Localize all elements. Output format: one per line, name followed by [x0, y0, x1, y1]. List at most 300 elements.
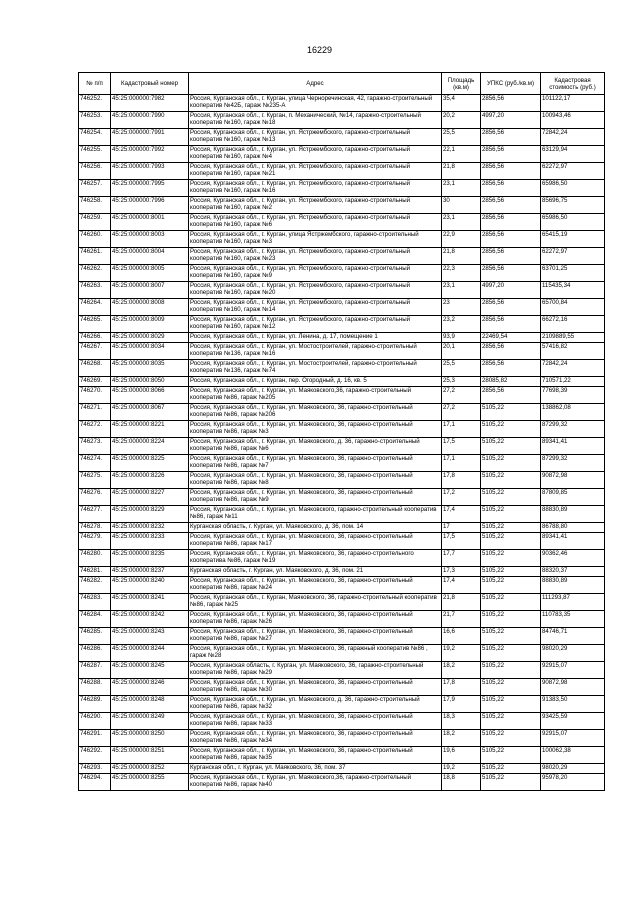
address-cell: Россия, Курганская обл., г. Курган, улица Черноречинская, 42, гаражно-строительный кооператив №42Б, гараж №235-А — [189, 95, 442, 112]
address-cell: Россия, Курганская обл., г. Курган, ул. Ястржембского, гаражно-строительный кооператив №160, гараж №21 — [189, 163, 442, 180]
address-cell: Россия, Курганская обл., г. Курган, ул. Маяковского, 36, гаражно-строительный кооператив №86, гараж №34 — [189, 730, 442, 747]
table-row — [79, 112, 605, 129]
cadastral-number-cell: 45:25:000000:8226 — [111, 472, 189, 489]
cadastral-cost-cell: 66272,16 — [541, 316, 605, 333]
area-cell: 17,8 — [442, 679, 481, 696]
upks-cell: 2856,56 — [481, 214, 541, 231]
header-address: Адрес — [189, 73, 442, 95]
cadastral-cost-cell: 98020,29 — [541, 645, 605, 662]
upks-cell: 5105,22 — [481, 404, 541, 421]
table-row — [79, 265, 605, 282]
address-cell: Россия, Курганская обл., г. Курган, ул. Маяковского, 36, гаражно-строительный кооператив №86, гараж №8 — [189, 472, 442, 489]
row-number-cell: 746256. — [79, 163, 111, 180]
address-cell: Россия, Курганская обл., г. Курган, ул. Маяковского, д. 36, гаражно-строительный кооператив №86, гараж №32 — [189, 696, 442, 713]
page-number: 16229 — [306, 45, 333, 55]
area-cell: 18,3 — [442, 713, 481, 730]
address-cell: Россия, Курганская обл., г. Курган, ул. Маяковского, гаражно-строительный кооператив №86, гараж №11 — [189, 506, 442, 523]
cadastral-number-cell: 45:25:000000:7996 — [111, 197, 189, 214]
area-cell: 17,7 — [442, 550, 481, 567]
row-number-cell: 746285. — [79, 628, 111, 645]
area-cell: 22,9 — [442, 231, 481, 248]
cadastral-cost-cell: 72842,24 — [541, 360, 605, 377]
address-cell: Россия, Курганская обл., г. Курган, ул. Маяковского, 36, гаражно-строительный кооператив №86, гараж №33 — [189, 713, 442, 730]
cadastral-cost-cell: 95978,20 — [541, 774, 605, 791]
table-row — [79, 421, 605, 438]
table-row — [79, 611, 605, 628]
address-cell: Россия, Курганская обл., г. Курган, ул. Маяковского, 36, гаражно-строительный кооператив №86, гараж №17 — [189, 533, 442, 550]
row-number-cell: 746290. — [79, 713, 111, 730]
upks-cell: 4997,20 — [481, 112, 541, 129]
cadastral-number-cell: 45:25:000000:8221 — [111, 421, 189, 438]
table-row — [79, 628, 605, 645]
area-cell: 17,9 — [442, 696, 481, 713]
cadastral-number-cell: 45:25:000000:7982 — [111, 95, 189, 112]
upks-cell: 5105,22 — [481, 421, 541, 438]
row-number-cell: 746264. — [79, 299, 111, 316]
table-row — [79, 764, 605, 774]
address-cell: Россия, Курганская обл., г. Курган, ул. Ястржембского, гаражно-строительный кооператив №160, гараж №16 — [189, 180, 442, 197]
table-row — [79, 455, 605, 472]
area-cell: 17 — [442, 523, 481, 533]
cadastral-cost-cell: 88830,89 — [541, 577, 605, 594]
cadastral-cost-cell: 91383,50 — [541, 696, 605, 713]
area-cell: 19,2 — [442, 764, 481, 774]
table-row — [79, 679, 605, 696]
row-number-cell: 746265. — [79, 316, 111, 333]
cadastral-cost-cell: 89341,41 — [541, 533, 605, 550]
table-row — [79, 550, 605, 567]
row-number-cell: 746291. — [79, 730, 111, 747]
cadastral-number-cell: 45:25:000000:8035 — [111, 360, 189, 377]
row-number-cell: 746255. — [79, 146, 111, 163]
table-row — [79, 730, 605, 747]
cadastral-number-cell: 45:25:000000:8227 — [111, 489, 189, 506]
cadastral-cost-cell: 92915,07 — [541, 730, 605, 747]
table-row — [79, 696, 605, 713]
address-cell: Россия, Курганская обл., г. Курган, ул. Ястржембского, гаражно-строительный кооператив №160, гараж №6 — [189, 214, 442, 231]
table-row — [79, 747, 605, 764]
row-number-cell: 746254. — [79, 129, 111, 146]
cadastral-cost-cell: 86788,80 — [541, 523, 605, 533]
cadastral-cost-cell: 90872,98 — [541, 679, 605, 696]
area-cell: 17,8 — [442, 472, 481, 489]
row-number-cell: 746287. — [79, 662, 111, 679]
header-upks: УПКС (руб./кв.м) — [481, 73, 541, 95]
table-row — [79, 197, 605, 214]
table-row — [79, 594, 605, 611]
upks-cell: 2856,56 — [481, 360, 541, 377]
cadastral-number-cell: 45:25:000000:8001 — [111, 214, 189, 231]
area-cell: 20,2 — [442, 112, 481, 129]
address-cell: Россия, Курганская обл., г. Курган, ул. Ястржембского, гаражно-строительный кооператив №160, гараж №20 — [189, 282, 442, 299]
address-cell: Курганская область, г. Курган, ул. Маяковского, д. 36, пом. 21 — [189, 567, 442, 577]
cadastral-value-table — [78, 72, 605, 791]
table-row — [79, 299, 605, 316]
address-cell: Россия, Курганская обл., г. Курган, ул. Ястржембского, гаражно-строительный кооператив №160, гараж №13 — [189, 129, 442, 146]
table-row — [79, 472, 605, 489]
cadastral-cost-cell: 100062,38 — [541, 747, 605, 764]
upks-cell: 5105,22 — [481, 455, 541, 472]
table-row — [79, 713, 605, 730]
area-cell: 17,4 — [442, 506, 481, 523]
address-cell: Россия, Курганская обл., г. Курган, ул. Ястржембского, гаражно-строительный кооператив №160, гараж №2 — [189, 197, 442, 214]
table-row — [79, 231, 605, 248]
table-row — [79, 438, 605, 455]
cadastral-number-cell: 45:25:000000:8224 — [111, 438, 189, 455]
table-row — [79, 129, 605, 146]
row-number-cell: 746271. — [79, 404, 111, 421]
upks-cell: 5105,22 — [481, 523, 541, 533]
upks-cell: 5105,22 — [481, 550, 541, 567]
area-cell: 21,8 — [442, 163, 481, 180]
table-row — [79, 316, 605, 333]
row-number-cell: 746269. — [79, 377, 111, 387]
address-cell: Россия, Курганская обл., г. Курган, ул. Маяковского, 36, гаражно-строительный кооператив №86, гараж №9 — [189, 489, 442, 506]
address-cell: Россия, Курганская обл., г. Курган, ул. Маяковского, 36, гаражно-строительный кооператив №86, гараж №27 — [189, 628, 442, 645]
upks-cell: 5105,22 — [481, 567, 541, 577]
address-cell: Россия, Курганская обл., г. Курган, ул. Маяковского, 36, гаражно-строительный кооператив №86, гараж №30 — [189, 679, 442, 696]
cadastral-number-cell: 45:25:000000:8252 — [111, 764, 189, 774]
cadastral-number-cell: 45:25:000000:7992 — [111, 146, 189, 163]
upks-cell: 5105,22 — [481, 489, 541, 506]
area-cell: 18,8 — [442, 774, 481, 791]
cadastral-number-cell: 45:25:000000:8243 — [111, 628, 189, 645]
cadastral-cost-cell: 65700,84 — [541, 299, 605, 316]
cadastral-cost-cell: 88830,89 — [541, 506, 605, 523]
cadastral-number-cell: 45:25:000000:8233 — [111, 533, 189, 550]
header-cadastral-number: Кадастровый номер — [111, 73, 189, 95]
upks-cell: 5105,22 — [481, 533, 541, 550]
area-cell: 17,2 — [442, 489, 481, 506]
cadastral-number-cell: 45:25:000000:8225 — [111, 455, 189, 472]
cadastral-number-cell: 45:25:000000:8240 — [111, 577, 189, 594]
area-cell: 16,6 — [442, 628, 481, 645]
cadastral-number-cell: 45:25:000000:8008 — [111, 299, 189, 316]
area-cell: 18,2 — [442, 662, 481, 679]
upks-cell: 22469,54 — [481, 333, 541, 343]
cadastral-cost-cell: 72842,24 — [541, 129, 605, 146]
table-row — [79, 662, 605, 679]
upks-cell: 5105,22 — [481, 713, 541, 730]
address-cell: Россия, Курганская обл., г. Курган, ул. Маяковского, 36, гаражный кооператив №86 , гараж №28 — [189, 645, 442, 662]
upks-cell: 5105,22 — [481, 774, 541, 791]
upks-cell: 2856,56 — [481, 163, 541, 180]
table-row — [79, 387, 605, 404]
cadastral-number-cell: 45:25:000000:8003 — [111, 231, 189, 248]
table-row — [79, 577, 605, 594]
cadastral-cost-cell: 92915,07 — [541, 662, 605, 679]
upks-cell: 5105,22 — [481, 506, 541, 523]
cadastral-cost-cell: 87299,32 — [541, 455, 605, 472]
cadastral-number-cell: 45:25:000000:8232 — [111, 523, 189, 533]
area-cell: 93,9 — [442, 333, 481, 343]
area-cell: 17,4 — [442, 577, 481, 594]
table-row — [79, 95, 605, 112]
table-row — [79, 180, 605, 197]
upks-cell: 5105,22 — [481, 679, 541, 696]
table-row — [79, 533, 605, 550]
cadastral-cost-cell: 63701,25 — [541, 265, 605, 282]
row-number-cell: 746257. — [79, 180, 111, 197]
table-header-row — [79, 73, 605, 95]
row-number-cell: 746273. — [79, 438, 111, 455]
header-cadastral-cost: Кадастровая стоимость (руб.) — [541, 73, 605, 95]
cadastral-cost-cell: 111293,87 — [541, 594, 605, 611]
cadastral-cost-cell: 77698,39 — [541, 387, 605, 404]
cadastral-cost-cell: 710571,22 — [541, 377, 605, 387]
upks-cell: 2856,56 — [481, 316, 541, 333]
cadastral-number-cell: 45:25:000000:8004 — [111, 248, 189, 265]
row-number-cell: 746266. — [79, 333, 111, 343]
address-cell: Россия, Курганская обл., г. Курган, ул. Ястржембского, гаражно-строительный кооператив №160, гараж №12 — [189, 316, 442, 333]
row-number-cell: 746270. — [79, 387, 111, 404]
table-row — [79, 404, 605, 421]
area-cell: 25,5 — [442, 360, 481, 377]
area-cell: 23 — [442, 299, 481, 316]
table-body — [79, 95, 605, 791]
cadastral-number-cell: 45:25:000000:7995 — [111, 180, 189, 197]
upks-cell: 5105,22 — [481, 645, 541, 662]
area-cell: 23,1 — [442, 282, 481, 299]
cadastral-number-cell: 45:25:000000:8249 — [111, 713, 189, 730]
row-number-cell: 746276. — [79, 489, 111, 506]
address-cell: Россия, Курганская обл., г. Курган, ул. Маяковского, 36, гаражно-строительный кооператив №86, гараж №206 — [189, 404, 442, 421]
cadastral-cost-cell: 65986,50 — [541, 180, 605, 197]
cadastral-cost-cell: 84746,71 — [541, 628, 605, 645]
address-cell: Россия, Курганская обл., г. Курган, ул. Ленина, д. 17, помещение 1 — [189, 333, 442, 343]
upks-cell: 5105,22 — [481, 747, 541, 764]
row-number-cell: 746274. — [79, 455, 111, 472]
cadastral-cost-cell: 90872,98 — [541, 472, 605, 489]
row-number-cell: 746282. — [79, 577, 111, 594]
table-row — [79, 489, 605, 506]
row-number-cell: 746258. — [79, 197, 111, 214]
row-number-cell: 746283. — [79, 594, 111, 611]
area-cell: 27,2 — [442, 387, 481, 404]
row-number-cell: 746281. — [79, 567, 111, 577]
row-number-cell: 746288. — [79, 679, 111, 696]
row-number-cell: 746268. — [79, 360, 111, 377]
header-area: Площадь (кв.м) — [442, 73, 481, 95]
address-cell: Россия, Курганская обл., г. Курган, ул. Маяковского, 36, гаражно-строительный кооператив №86, гараж №26 — [189, 611, 442, 628]
cadastral-cost-cell: 115435,34 — [541, 282, 605, 299]
area-cell: 18,2 — [442, 730, 481, 747]
row-number-cell: 746277. — [79, 506, 111, 523]
cadastral-number-cell: 45:25:000000:8066 — [111, 387, 189, 404]
address-cell: Курганская область, г. Курган, ул. Маяковского, д. 36, пом. 14 — [189, 523, 442, 533]
address-cell: Россия, Курганская обл., г. Курган, пер. Огородный, д. 16, кв. 5 — [189, 377, 442, 387]
cadastral-number-cell: 45:25:000000:8251 — [111, 747, 189, 764]
cadastral-number-cell: 45:25:000000:7993 — [111, 163, 189, 180]
address-cell: Россия, Курганская обл., г. Курган, ул. Мостостроителей, гаражно-строительный кооператив №136, гараж №16 — [189, 343, 442, 360]
cadastral-cost-cell: 65986,50 — [541, 214, 605, 231]
cadastral-cost-cell: 2109889,55 — [541, 333, 605, 343]
area-cell: 25,5 — [442, 129, 481, 146]
cadastral-number-cell: 45:25:000000:8034 — [111, 343, 189, 360]
table-row — [79, 774, 605, 791]
upks-cell: 2856,56 — [481, 180, 541, 197]
upks-cell: 2856,56 — [481, 146, 541, 163]
row-number-cell: 746272. — [79, 421, 111, 438]
area-cell: 27,2 — [442, 404, 481, 421]
header-number: № п/п — [79, 73, 111, 95]
row-number-cell: 746279. — [79, 533, 111, 550]
address-cell: Россия, Курганская обл., г. Курган, ул. Мостостроителей, гаражно-строительный кооператив №136, гараж №74 — [189, 360, 442, 377]
row-number-cell: 746289. — [79, 696, 111, 713]
upks-cell: 4997,20 — [481, 282, 541, 299]
cadastral-number-cell: 45:25:000000:8007 — [111, 282, 189, 299]
cadastral-cost-cell: 90362,46 — [541, 550, 605, 567]
area-cell: 17,5 — [442, 438, 481, 455]
row-number-cell: 746253. — [79, 112, 111, 129]
upks-cell: 5105,22 — [481, 628, 541, 645]
area-cell: 23,1 — [442, 214, 481, 231]
row-number-cell: 746260. — [79, 231, 111, 248]
row-number-cell: 746262. — [79, 265, 111, 282]
upks-cell: 2856,56 — [481, 343, 541, 360]
table-row — [79, 333, 605, 343]
address-cell: Россия, Курганская обл., г. Курган, ул. Маяковского, д. 36, гаражно-строительный кооператив №86, гараж №6 — [189, 438, 442, 455]
cadastral-number-cell: 45:25:000000:8255 — [111, 774, 189, 791]
table-row — [79, 360, 605, 377]
row-number-cell: 746278. — [79, 523, 111, 533]
cadastral-number-cell: 45:25:000000:8248 — [111, 696, 189, 713]
cadastral-cost-cell: 87299,32 — [541, 421, 605, 438]
row-number-cell: 746286. — [79, 645, 111, 662]
cadastral-number-cell: 45:25:000000:8009 — [111, 316, 189, 333]
cadastral-cost-cell: 138862,08 — [541, 404, 605, 421]
address-cell: Россия, Курганская обл., г. Курган, ул. Ястржембского, гаражно-строительный кооператив №160, гараж №23 — [189, 248, 442, 265]
area-cell: 17,3 — [442, 567, 481, 577]
cadastral-cost-cell: 87809,85 — [541, 489, 605, 506]
address-cell: Россия, Курганская область, г. Курган, ул. Маяковского, 36, гаражно-строительный кооператив №86, гараж №29 — [189, 662, 442, 679]
table-row — [79, 377, 605, 387]
area-cell: 35,4 — [442, 95, 481, 112]
cadastral-number-cell: 45:25:000000:8229 — [111, 506, 189, 523]
area-cell: 20,1 — [442, 343, 481, 360]
upks-cell: 5105,22 — [481, 611, 541, 628]
cadastral-cost-cell: 100943,46 — [541, 112, 605, 129]
cadastral-number-cell: 45:25:000000:8237 — [111, 567, 189, 577]
area-cell: 19,6 — [442, 747, 481, 764]
row-number-cell: 746275. — [79, 472, 111, 489]
area-cell: 21,7 — [442, 611, 481, 628]
cadastral-cost-cell: 93425,59 — [541, 713, 605, 730]
table-row — [79, 282, 605, 299]
cadastral-cost-cell: 89341,41 — [541, 438, 605, 455]
area-cell: 30 — [442, 197, 481, 214]
area-cell: 22,1 — [442, 146, 481, 163]
cadastral-cost-cell: 98020,29 — [541, 764, 605, 774]
cadastral-number-cell: 45:25:000000:8067 — [111, 404, 189, 421]
area-cell: 23,1 — [442, 180, 481, 197]
address-cell: Россия, Курганская обл., г. Курган, п. Механический, №14, гаражно-строительный кооператив №160, гараж №18 — [189, 112, 442, 129]
table-row — [79, 214, 605, 231]
cadastral-number-cell: 45:25:000000:7991 — [111, 129, 189, 146]
upks-cell: 2856,56 — [481, 265, 541, 282]
cadastral-number-cell: 45:25:000000:8244 — [111, 645, 189, 662]
table-row — [79, 523, 605, 533]
upks-cell: 5105,22 — [481, 730, 541, 747]
row-number-cell: 746294. — [79, 774, 111, 791]
area-cell: 17,1 — [442, 421, 481, 438]
row-number-cell: 746263. — [79, 282, 111, 299]
cadastral-cost-cell: 110783,35 — [541, 611, 605, 628]
address-cell: Россия, Курганская обл., г. Курган, улица Ястржембского, гаражно-строительный кооператив №160, гараж №3 — [189, 231, 442, 248]
table-row — [79, 506, 605, 523]
upks-cell: 5105,22 — [481, 472, 541, 489]
area-cell: 23,2 — [442, 316, 481, 333]
address-cell: Россия, Курганская обл., г. Курган, ул. Маяковского, 36, гаражно-строительный кооператив №86, гараж №3 — [189, 421, 442, 438]
upks-cell: 5105,22 — [481, 696, 541, 713]
row-number-cell: 746293. — [79, 764, 111, 774]
upks-cell: 28085,82 — [481, 377, 541, 387]
table-row — [79, 645, 605, 662]
table-row — [79, 567, 605, 577]
upks-cell: 5105,22 — [481, 577, 541, 594]
address-cell: Россия, Курганская обл., г. Курган, ул. Маяковского,36, гаражно-строительный кооператив №86, гараж №40 — [189, 774, 442, 791]
row-number-cell: 746280. — [79, 550, 111, 567]
cadastral-cost-cell: 88320,37 — [541, 567, 605, 577]
upks-cell: 2856,56 — [481, 231, 541, 248]
address-cell: Россия, Курганская обл., г. Курган, ул. Маяковского, 36, гаражно-строительный кооператив №86, гараж №7 — [189, 455, 442, 472]
cadastral-number-cell: 45:25:000000:8005 — [111, 265, 189, 282]
area-cell: 17,1 — [442, 455, 481, 472]
row-number-cell: 746292. — [79, 747, 111, 764]
cadastral-number-cell: 45:25:000000:8245 — [111, 662, 189, 679]
table-row — [79, 163, 605, 180]
cadastral-number-cell: 45:25:000000:8235 — [111, 550, 189, 567]
cadastral-cost-cell: 65415,19 — [541, 231, 605, 248]
cadastral-number-cell: 45:25:000000:8242 — [111, 611, 189, 628]
cadastral-number-cell: 45:25:000000:8241 — [111, 594, 189, 611]
cadastral-cost-cell: 62272,97 — [541, 248, 605, 265]
cadastral-number-cell: 45:25:000000:8246 — [111, 679, 189, 696]
address-cell: Россия, Курганская обл., г. Курган, ул. Ястржембского, гаражно-строительный кооператив №160, гараж №9 — [189, 265, 442, 282]
upks-cell: 5105,22 — [481, 438, 541, 455]
upks-cell: 5105,22 — [481, 594, 541, 611]
cadastral-number-cell: 45:25:000000:8050 — [111, 377, 189, 387]
area-cell: 19,2 — [442, 645, 481, 662]
address-cell: Россия, Курганская обл., г. Курган, ул. Маяковского, 36, гаражно-строительного кооператива №86, гараж №19 — [189, 550, 442, 567]
upks-cell: 2856,56 — [481, 197, 541, 214]
cadastral-cost-cell: 57416,82 — [541, 343, 605, 360]
cadastral-cost-cell: 101122,17 — [541, 95, 605, 112]
upks-cell: 2856,56 — [481, 387, 541, 404]
upks-cell: 2856,56 — [481, 299, 541, 316]
upks-cell: 2856,56 — [481, 248, 541, 265]
table-row — [79, 248, 605, 265]
upks-cell: 5105,22 — [481, 662, 541, 679]
address-cell: Россия, Курганская обл., г. Курган, ул. Маяковского,36, гаражно-строительный кооператив №86, гараж №205 — [189, 387, 442, 404]
row-number-cell: 746267. — [79, 343, 111, 360]
upks-cell: 2856,56 — [481, 129, 541, 146]
address-cell: Курганская обл., г. Курган, ул. Маяковского, 36, пом. 37 — [189, 764, 442, 774]
row-number-cell: 746259. — [79, 214, 111, 231]
table-row — [79, 343, 605, 360]
address-cell: Россия, Курганская обл., г. Курган, ул. Ястржембского, гаражно-строительный кооператив №160, гараж №14 — [189, 299, 442, 316]
address-cell: Россия, Курганская обл., г. Курган, Маяковского, 36, гаражно-строительный кооператив №86, гараж №25 — [189, 594, 442, 611]
address-cell: Россия, Курганская обл., г. Курган, ул. Маяковского, 36, гаражно-строительный кооператив №86, гараж №35 — [189, 747, 442, 764]
upks-cell: 5105,22 — [481, 764, 541, 774]
area-cell: 21,8 — [442, 248, 481, 265]
row-number-cell: 746252. — [79, 95, 111, 112]
row-number-cell: 746261. — [79, 248, 111, 265]
area-cell: 25,3 — [442, 377, 481, 387]
cadastral-cost-cell: 63129,94 — [541, 146, 605, 163]
area-cell: 22,3 — [442, 265, 481, 282]
area-cell: 21,8 — [442, 594, 481, 611]
